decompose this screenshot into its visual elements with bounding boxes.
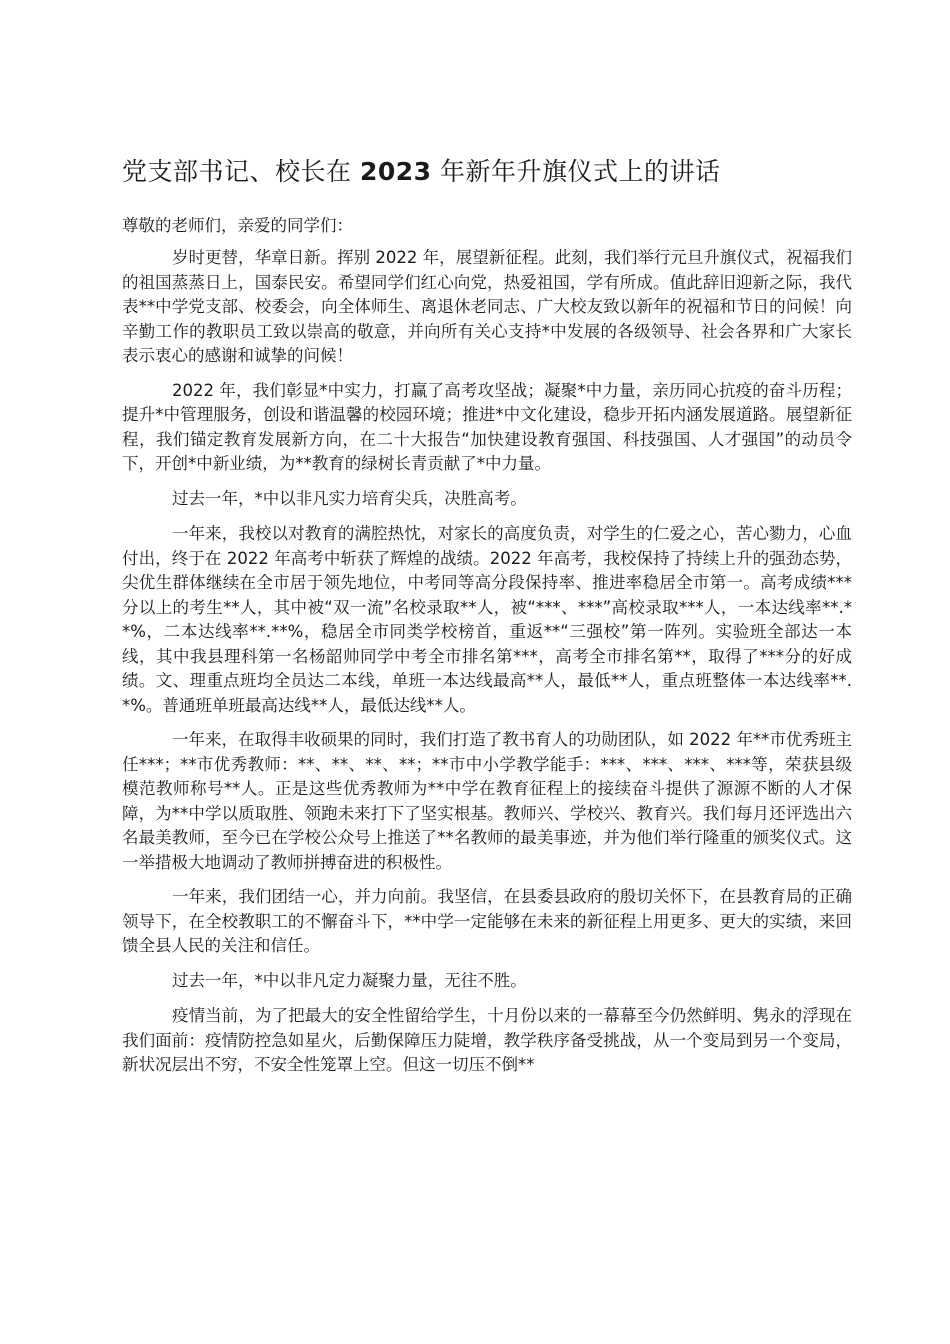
paragraph: 岁时更替，华章日新。挥别 2022 年，展望新征程。此刻，我们举行元旦升旗仪式，祝福我们的祖国蒸蒸日上，国泰民安。希望同学们红心向党，热爱祖国，学有所成。值此辞旧迎新之际，我代表**中学党支部、校委会，向全体师生、离退休老同志、广大校友致以新年的祝福和节日的问候！向辛勤工作的教职员工致以崇高的敬意，并向所有关心支持*中发展的各级领导、社会各界和广大家长表示衷心的感谢和诚挚的问候！ — [122, 248, 852, 365]
paragraph: 一年来，我校以对教育的满腔热忱，对家长的高度负责，对学生的仁爱之心，苦心勠力，心血付出，终于在 2022 年高考中斩获了辉煌的战绩。2022 年高考，我校保持了持续上升的强劲态势，尖优生群体继续在全市居于领先地位，中考同等高分段保持率、推进率稳居全市第一。高考成绩***分以上的考生**人，其中被“双一流”名校录取**人，被“***、***”高校录取***人，一本达线率**.**%，二本达线率**.**%，稳居全市同类学校榜首，重返**“三强校”第一阵列。实验班全部达一本线，其中我县理科第一名杨韶帅同学中考全市排名第***，高考全市排名第**，取得了***分的好成绩。文、理重点班均全员达二本线，单班一本达线最高**人，最低**人，重点班整体一本达线率**.*%。普通班单班最高达线**人，最低达线**人。 — [122, 524, 852, 715]
paragraph: 2022 年，我们彰显*中实力，打赢了高考攻坚战；凝聚*中力量，亲历同心抗疫的奋斗历程；提升*中管理服务，创设和谐温馨的校园环境；推进*中文化建设，稳步开拓内涵发展道路。展望新征程，我们锚定教育发展新方向，在二十大报告“加快建设教育强国、科技强国、人才强国”的动员令下，开创*中新业绩，为**教育的绿树长青贡献了*中力量。 — [122, 380, 852, 473]
title-year: 2023 — [359, 157, 432, 186]
paragraph: 一年来，我们团结一心，并力向前。我坚信，在县委县政府的殷切关怀下，在县教育局的正确领导下，在全校教职工的不懈奋斗下，**中学一定能够在未来的新征程上用更多、更大的实绩，来回馈全县人民的关注和信任。 — [122, 887, 852, 955]
document-title — [122, 150, 852, 194]
section-heading: 过去一年，*中以非凡定力凝聚力量，无往不胜。 — [172, 970, 527, 990]
paragraph: 一年来，在取得丰收硕果的同时，我们打造了教书育人的功勋团队，如 2022 年**市优秀班主任***；**市优秀教师：**、**、**、**；**市中小学教学能手：***、***、***、***等，荣获县级模范教师称号**人。正是这些优秀教师为**中学在教育征程上的接续奋斗提供了源源不断的人才保障，为**中学以质取胜、领跑未来打下了坚实根基。教师兴、学校兴、教育兴。我们每月还评选出六名最美教师，至今已在学校公众号上推送了**名教师的最美事迹，并为他们举行隆重的颁奖仪式。这一举措极大地调动了教师拼搏奋进的积极性。 — [122, 730, 852, 872]
section-heading: 过去一年，*中以非凡实力培育尖兵，决胜高考。 — [172, 488, 527, 508]
document-page — [122, 150, 852, 1088]
salutation: 尊敬的老师们，亲爱的同学们： — [122, 216, 353, 235]
title-prefix: 党支部书记、校长在 — [122, 157, 352, 186]
paragraph: 疫情当前，为了把最大的安全性留给学生，十月份以来的一幕幕至今仍然鲜明、隽永的浮现在我们面前：疫情防控急如星火，后勤保障压力陡增，教学秩序备受挑战，从一个变局到另一个变局，新状况层出不穷，不安全性笼罩上空。但这一切压不倒** — [122, 1006, 852, 1074]
title-suffix: 年新年升旗仪式上的讲话 — [440, 157, 721, 186]
